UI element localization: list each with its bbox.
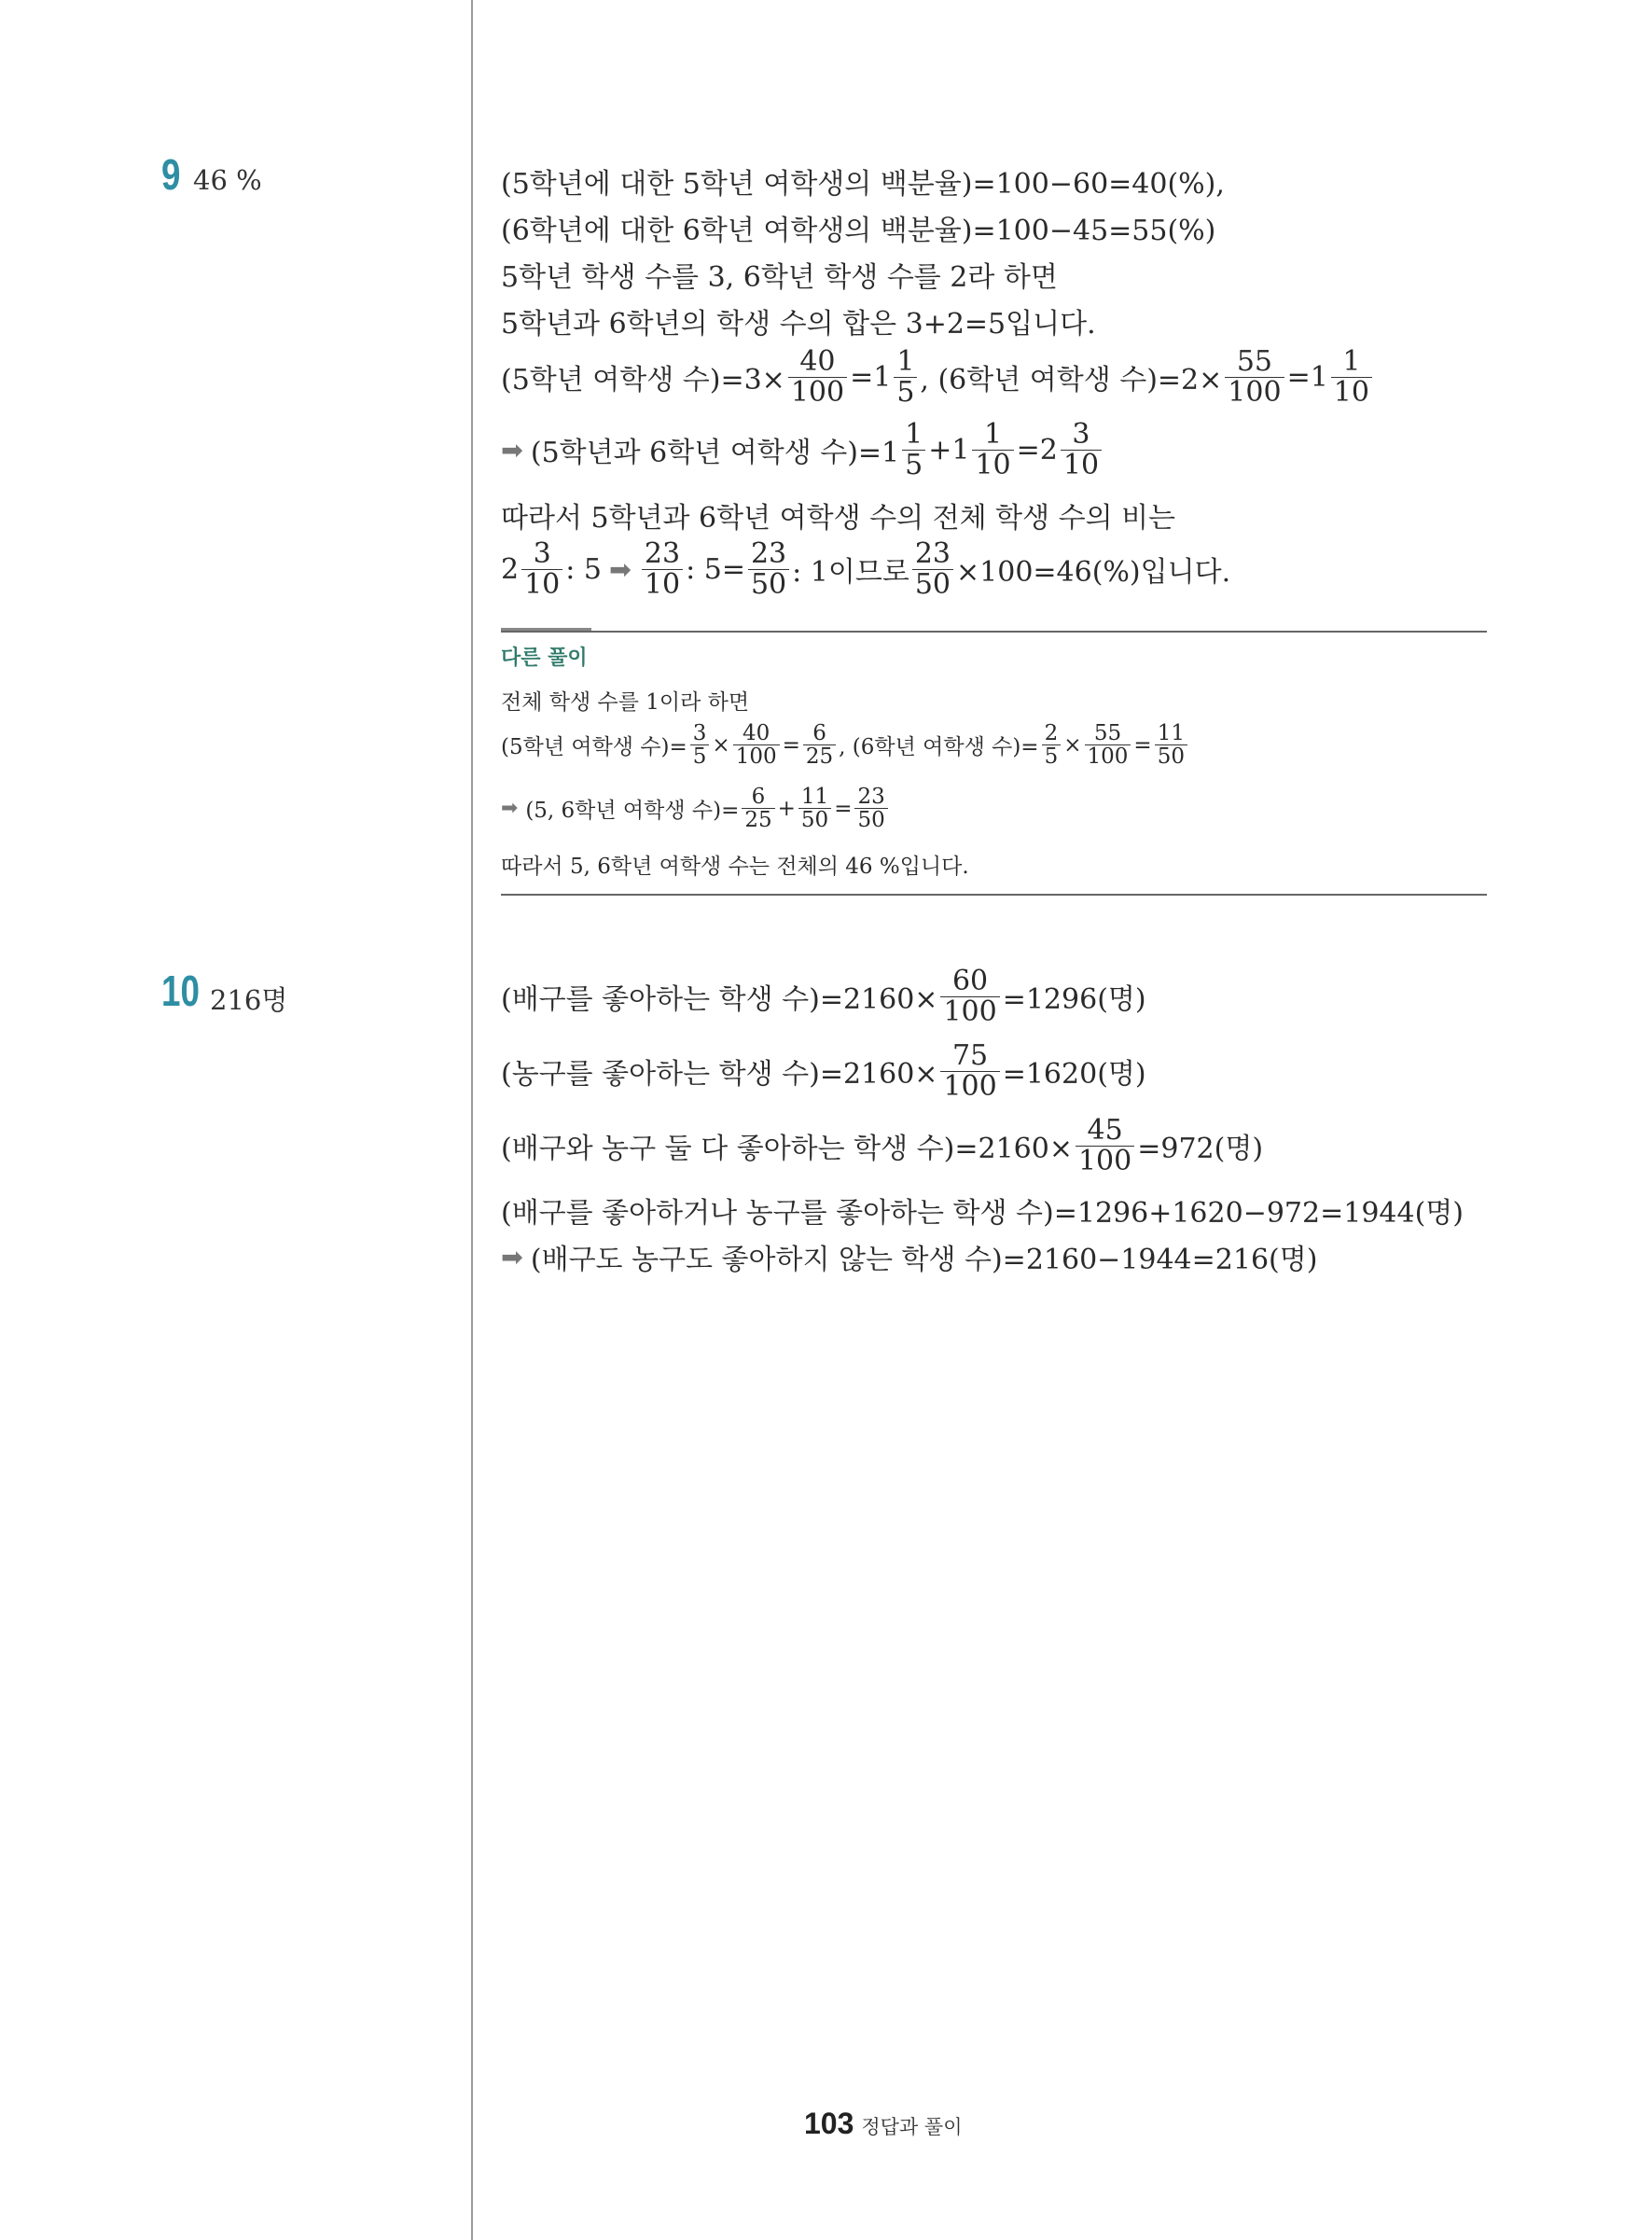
numerator: 75 bbox=[951, 1039, 989, 1072]
p9-line-2: (6학년에 대한 6학년 여학생의 백분율)=100−45=55(%) bbox=[501, 215, 1216, 247]
denominator: 100 bbox=[1076, 1146, 1134, 1176]
denominator: 50 bbox=[912, 569, 953, 600]
denominator: 100 bbox=[733, 744, 780, 768]
fraction bbox=[902, 420, 925, 480]
fraction bbox=[1042, 722, 1062, 768]
fraction bbox=[521, 539, 562, 599]
fraction bbox=[803, 722, 836, 768]
text-segment: ×100=46(%)입니다. bbox=[956, 556, 1231, 589]
text-segment: , (6학년 여학생 수)=2× bbox=[920, 364, 1223, 397]
fraction bbox=[1331, 347, 1372, 407]
p9-line-7: 따라서 5학년과 6학년 여학생 수의 전체 학생 수의 비는 bbox=[501, 502, 1176, 535]
denominator: 5 bbox=[902, 450, 925, 480]
numerator: 40 bbox=[799, 345, 836, 378]
p10-line-2 bbox=[501, 1041, 1146, 1101]
text-segment: : 5 bbox=[565, 552, 603, 586]
p9-line-3: 5학년 학생 수를 3, 6학년 학생 수를 2라 하면 bbox=[501, 261, 1058, 294]
fraction bbox=[854, 786, 887, 831]
fraction bbox=[733, 722, 780, 768]
numerator: 3 bbox=[692, 721, 707, 745]
denominator: 25 bbox=[803, 744, 836, 768]
text-segment: (배구도 농구도 좋아하지 않는 학생 수)=2160−1944=216(명) bbox=[530, 1244, 1318, 1276]
text-segment: =1620(명) bbox=[1002, 1058, 1146, 1091]
text-segment: (배구를 좋아하는 학생 수)=2160× bbox=[501, 983, 938, 1016]
fraction bbox=[748, 539, 789, 599]
numerator: 1 bbox=[896, 345, 915, 378]
text-segment: (배구와 농구 둘 다 좋아하는 학생 수)=2160× bbox=[501, 1133, 1073, 1165]
footer-label: 정답과 풀이 bbox=[861, 2116, 963, 2138]
p9-line-8 bbox=[501, 539, 1230, 599]
denominator: 50 bbox=[1155, 744, 1187, 768]
arrow-right-icon: ➡ bbox=[609, 553, 632, 585]
numerator: 1 bbox=[905, 418, 923, 451]
denominator: 25 bbox=[742, 808, 774, 831]
numerator: 11 bbox=[1157, 721, 1185, 745]
alt-solution-bottom-rule bbox=[501, 894, 1487, 896]
numerator: 6 bbox=[812, 721, 826, 745]
text-segment: (농구를 좋아하는 학생 수)=2160× bbox=[501, 1058, 938, 1091]
fraction bbox=[894, 347, 917, 407]
denominator: 5 bbox=[894, 377, 917, 408]
text-segment: , (6학년 여학생 수)= bbox=[839, 735, 1039, 760]
numerator: 40 bbox=[743, 721, 770, 745]
denominator: 10 bbox=[642, 569, 683, 600]
fraction bbox=[798, 786, 831, 831]
problem-10-answer: 216명 bbox=[210, 984, 288, 1016]
text-segment: 2 bbox=[501, 552, 520, 586]
text-segment: =2 bbox=[1016, 433, 1058, 466]
numerator: 23 bbox=[914, 537, 951, 570]
denominator: 50 bbox=[748, 569, 789, 600]
p9-line-5 bbox=[501, 347, 1375, 407]
p9-line-1: (5학년에 대한 5학년 여학생의 백분율)=100−60=40(%), bbox=[501, 168, 1225, 201]
numerator: 45 bbox=[1087, 1114, 1123, 1147]
problem-10-number: 10 bbox=[161, 967, 200, 1015]
alt-line-2 bbox=[501, 722, 1190, 768]
page-number: 103 bbox=[804, 2107, 854, 2140]
p10-line-5 bbox=[501, 1236, 1317, 1277]
text-segment: =1 bbox=[850, 360, 892, 394]
alt-line-4: 따라서 5, 6학년 여학생 수는 전체의 46 %입니다. bbox=[501, 855, 969, 879]
numerator: 3 bbox=[1072, 418, 1090, 451]
problem-9-number: 9 bbox=[161, 150, 181, 199]
numerator: 55 bbox=[1236, 345, 1273, 378]
alt-solution-top-rule bbox=[501, 631, 1487, 633]
fraction bbox=[690, 722, 710, 768]
text-segment: =1 bbox=[1286, 360, 1328, 394]
text-segment: = bbox=[834, 796, 853, 821]
numerator: 60 bbox=[951, 965, 989, 997]
p10-line-3 bbox=[501, 1116, 1263, 1176]
fraction bbox=[1225, 347, 1284, 407]
denominator: 10 bbox=[521, 569, 562, 600]
text-segment: (5학년 여학생 수)= bbox=[501, 735, 687, 760]
denominator: 100 bbox=[788, 377, 847, 408]
denominator: 10 bbox=[1331, 377, 1372, 408]
problem-9-answer: 46 % bbox=[193, 164, 262, 196]
numerator: 55 bbox=[1093, 721, 1122, 745]
p9-line-4: 5학년과 6학년의 학생 수의 합은 3+2=5입니다. bbox=[501, 308, 1096, 341]
denominator: 100 bbox=[940, 1071, 999, 1102]
numerator: 1 bbox=[984, 418, 1003, 451]
numerator: 23 bbox=[750, 537, 787, 570]
text-segment: =1296(명) bbox=[1002, 983, 1146, 1016]
numerator: 23 bbox=[857, 785, 885, 809]
text-segment: = bbox=[782, 732, 800, 758]
numerator: 6 bbox=[751, 785, 766, 809]
text-segment: (5학년 여학생 수)=3× bbox=[501, 364, 785, 397]
fraction bbox=[1076, 1116, 1134, 1176]
denominator: 100 bbox=[940, 996, 999, 1027]
numerator: 11 bbox=[800, 785, 829, 809]
fraction bbox=[642, 539, 683, 599]
text-segment: = bbox=[1133, 732, 1152, 758]
fraction bbox=[912, 539, 953, 599]
numerator: 3 bbox=[533, 537, 551, 570]
alt-line-3 bbox=[501, 786, 891, 831]
text-segment: + bbox=[777, 796, 796, 821]
arrow-right-icon: ➡ bbox=[501, 797, 519, 821]
fraction bbox=[1061, 420, 1102, 480]
fraction bbox=[940, 967, 999, 1026]
text-segment: : 1이므로 bbox=[792, 556, 909, 589]
denominator: 50 bbox=[798, 808, 831, 831]
page-footer bbox=[804, 2107, 963, 2141]
alt-line-1: 전체 학생 수를 1이라 하면 bbox=[501, 690, 750, 715]
denominator: 100 bbox=[1225, 377, 1284, 408]
denominator: 10 bbox=[1061, 450, 1102, 480]
text-segment: (5학년과 6학년 여학생 수)=1 bbox=[530, 437, 900, 469]
denominator: 50 bbox=[854, 808, 887, 831]
numerator: 2 bbox=[1044, 721, 1059, 745]
numerator: 1 bbox=[1342, 345, 1361, 378]
arrow-right-icon: ➡ bbox=[501, 434, 523, 466]
fraction bbox=[742, 786, 774, 831]
denominator: 5 bbox=[690, 744, 710, 768]
text-segment: : 5= bbox=[686, 552, 745, 586]
column-divider bbox=[471, 0, 473, 2240]
fraction bbox=[972, 420, 1013, 480]
fraction bbox=[788, 347, 847, 407]
fraction bbox=[940, 1041, 999, 1101]
fraction bbox=[1155, 722, 1187, 768]
denominator: 100 bbox=[1085, 744, 1131, 768]
p10-line-4: (배구를 좋아하거나 농구를 좋아하는 학생 수)=1296+1620−972=1944(명) bbox=[501, 1197, 1464, 1230]
numerator: 23 bbox=[644, 537, 681, 570]
denominator: 10 bbox=[972, 450, 1013, 480]
text-segment: (5, 6학년 여학생 수)= bbox=[525, 799, 740, 824]
denominator: 5 bbox=[1042, 744, 1062, 768]
p10-line-1 bbox=[501, 967, 1146, 1026]
fraction bbox=[1085, 722, 1131, 768]
arrow-right-icon: ➡ bbox=[501, 1241, 523, 1273]
p9-line-6 bbox=[501, 420, 1104, 480]
text-segment: × bbox=[712, 732, 730, 758]
alt-solution-title: 다른 풀이 bbox=[501, 647, 588, 670]
text-segment: × bbox=[1063, 732, 1082, 758]
text-segment: =972(명) bbox=[1137, 1133, 1264, 1165]
text-segment: +1 bbox=[928, 433, 970, 466]
